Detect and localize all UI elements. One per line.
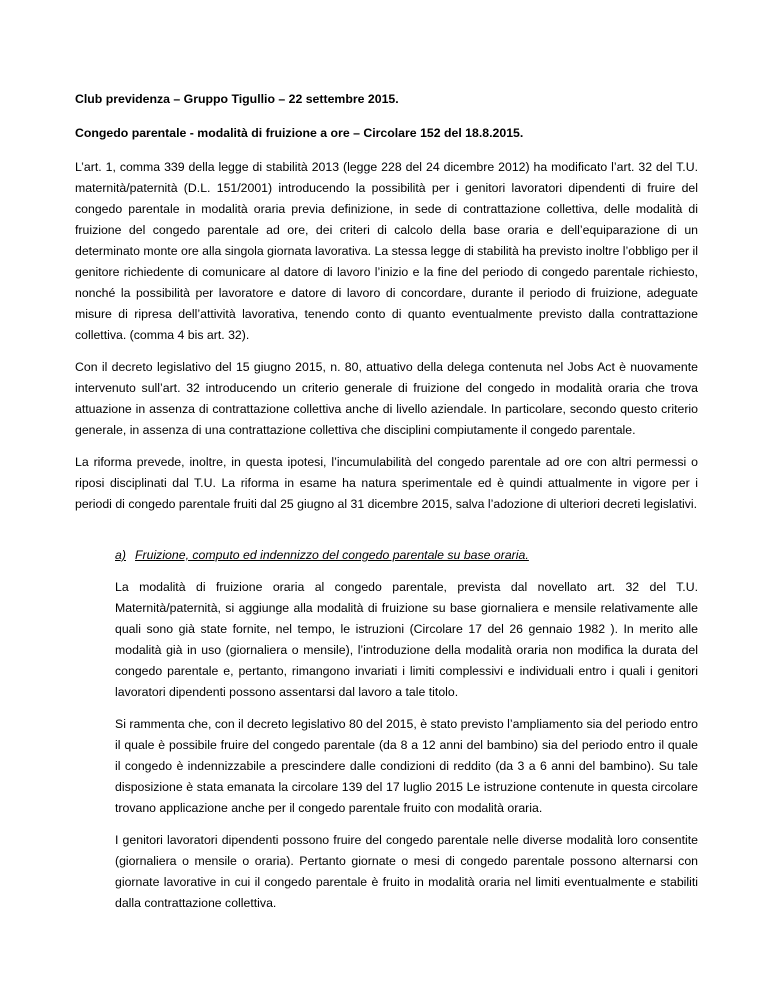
paragraph-3: La riforma prevede, inoltre, in questa ipotesi, l’incumulabilità del congedo parentale ad ore con altri permessi o riposi disciplinati dal T.U. La riforma in esame ha natura sperimentale ed è quindi attualmente in vigore per i periodi di congedo parentale fruiti dal 25 giugno al 31 dicembre 2015, salva l’adozione di ulteriori decreti legislativi. bbox=[75, 455, 698, 511]
section-title bbox=[115, 545, 698, 566]
section-paragraph-2: Si rammenta che, con il decreto legislativo 80 del 2015, è stato previsto l’ampliamento sia del periodo entro il quale è possibile fruire del congedo parentale (da 8 a 12 anni del bambino) sia del periodo entro il quale il congedo è indennizzabile a prescindere dalle condizioni di reddito (da 3 a 6 anni del bambino). Su tale disposizione è stata emanata la circolare 139 del 17 luglio 2015 Le istruzione contenute in questa circolare trovano applicazione anche per il congedo parentale fruito con modalità oraria. bbox=[115, 717, 698, 815]
header-line: Club previdenza – Gruppo Tigullio – 22 settembre 2015. bbox=[75, 92, 399, 106]
section-letter: a) bbox=[115, 548, 126, 562]
paragraph-2: Con il decreto legislativo del 15 giugno 2015, n. 80, attuativo della delega contenuta nel Jobs Act è nuovamente intervenuto sull’art. 32 introducendo un criterio generale di fruizione del congedo in modalità oraria che trova attuazione in assenza di contrattazione collettiva anche di livello aziendale. In particolare, secondo questo criterio generale, in assenza di una contrattazione collettiva che disciplini compiutamente il congedo parentale. bbox=[75, 360, 698, 437]
section-paragraph-1: La modalità di fruizione oraria al congedo parentale, prevista dal novellato art. 32 del T.U. Maternità/paternità, si aggiunge alla modalità di fruizione su base giornaliera e mensile relativamente alle quali sono già state fornite, nel tempo, le istruzioni (Circolare 17 del 26 gennaio 1982 ). In merito alle modalità già in uso (giornaliera o mensile), l’introduzione della modalità oraria non modifica la durata del congedo parentale e, pertanto, rimangono invariati i limiti complessivi e individuali entro i quali i genitori lavoratori dipendenti possono assentarsi dal lavoro a tale titolo. bbox=[115, 580, 698, 699]
section-title-text: Fruizione, computo ed indennizzo del congedo parentale su base oraria. bbox=[135, 548, 529, 562]
paragraph-1: L’art. 1, comma 339 della legge di stabilità 2013 (legge 228 del 24 dicembre 2012) ha modificato l’art. 32 del T.U. maternità/paternità (D.L. 151/2001) introducendo la possibilità per i genitori lavoratori dipendenti di fruire del congedo parentale in modalità oraria previa definizione, in sede di contrattazione collettiva, delle modalità di fruizione del congedo parentale ad ore, dei criteri di calcolo della base oraria e dell’equiparazione di un determinato monte ore alla singola giornata lavorativa. La stessa legge di stabilità ha previsto inoltre l’obbligo per il genitore richiedente di comunicare al datore di lavoro l’inizio e la fine del periodo di congedo parentale richiesto, nonché la possibilità per lavoratore e datore di lavoro di concordare, durante il periodo di fruizione, adeguate misure di ripresa dell’attività lavorativa, tenendo conto di quanto eventualmente previsto dalla contrattazione collettiva. (comma 4 bis art. 32). bbox=[75, 160, 698, 342]
section-paragraph-3: I genitori lavoratori dipendenti possono fruire del congedo parentale nelle diverse modalità loro consentite (giornaliera o mensile o oraria). Pertanto giornate o mesi di congedo parentale possono alternarsi con giornate lavorative in cui il congedo parentale è fruito in modalità oraria nel limiti eventualmente e stabiliti dalla contrattazione collettiva. bbox=[115, 833, 698, 910]
document-title: Congedo parentale - modalità di fruizione a ore – Circolare 152 del 18.8.2015. bbox=[75, 126, 524, 140]
section-a bbox=[115, 545, 698, 914]
document-body bbox=[75, 89, 698, 925]
